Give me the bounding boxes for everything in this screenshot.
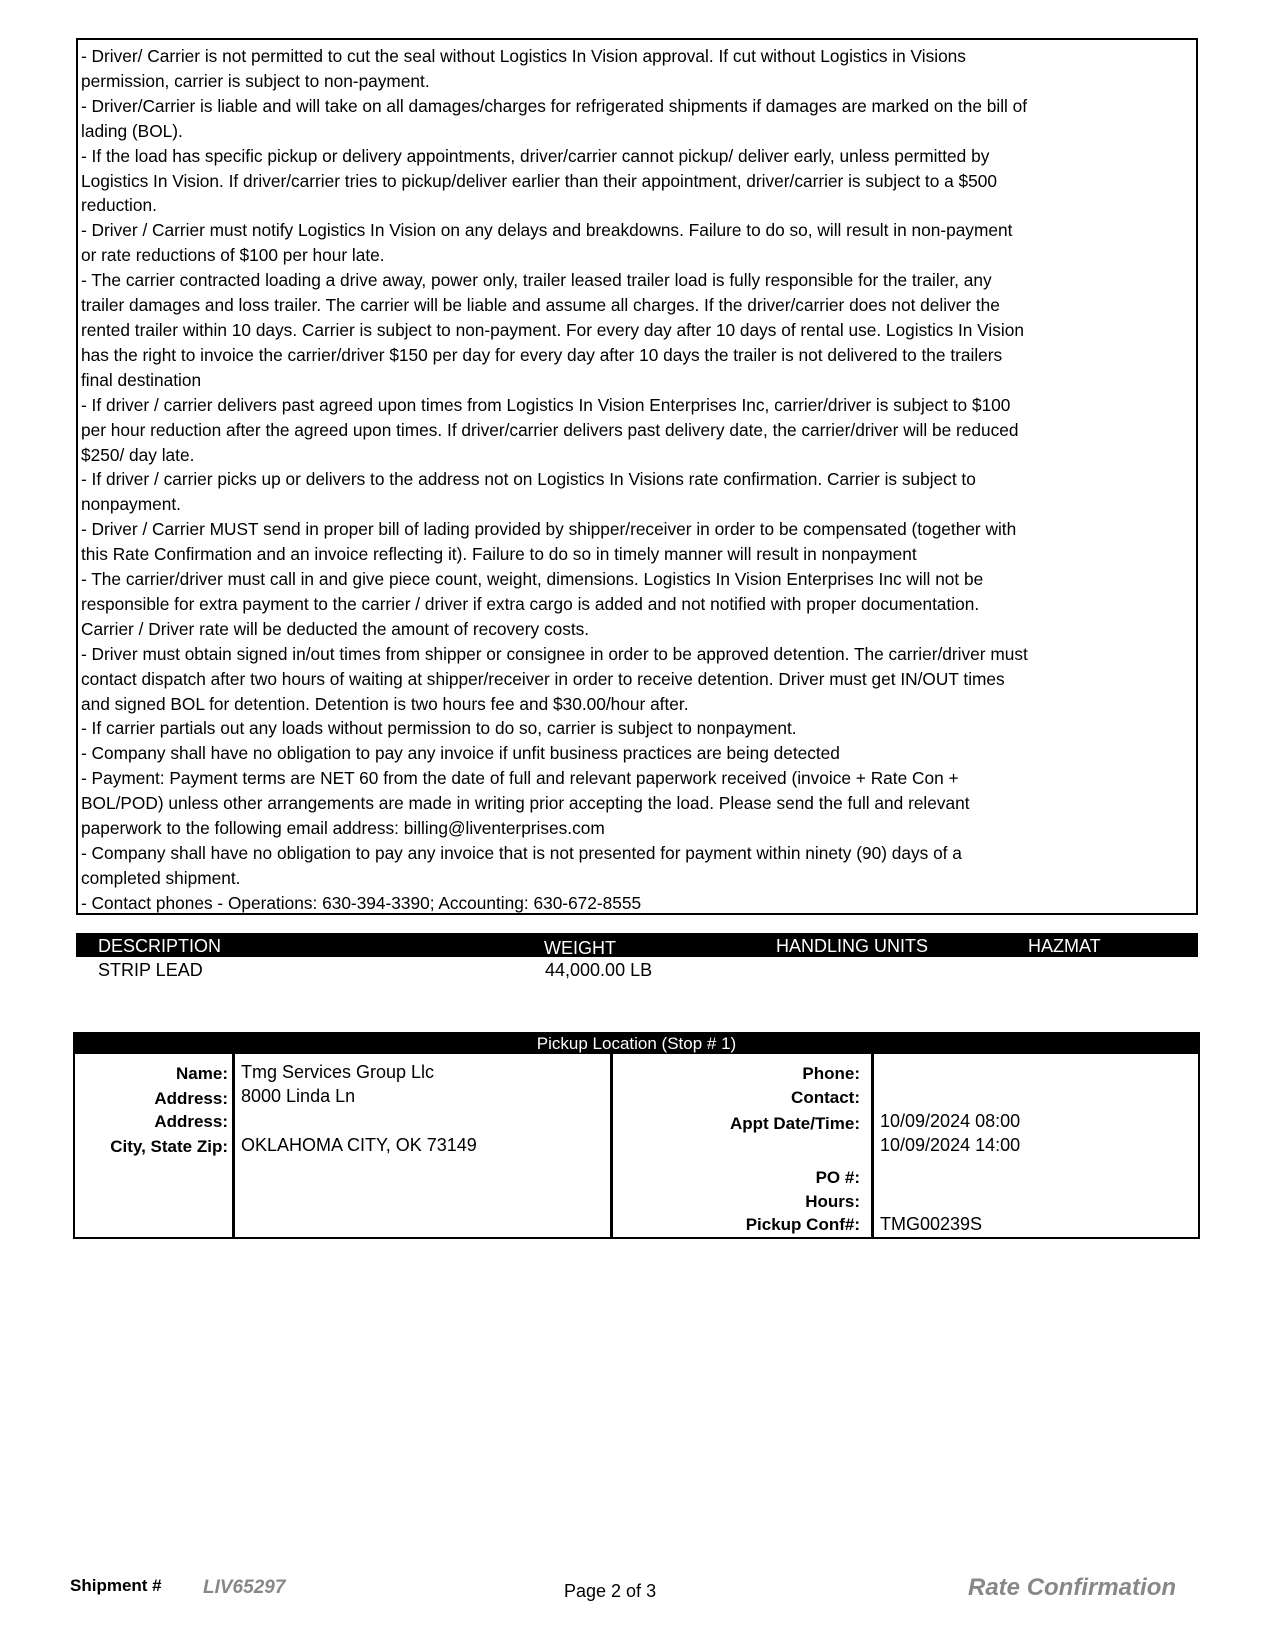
shipment-id: LIV65297 [203, 1577, 286, 1598]
commodity-description: STRIP LEAD [98, 960, 203, 980]
handling-units-header: HANDLING UNITS [776, 936, 929, 956]
terms-line: has the right to invoice the carrier/driver $150 per day for every day after 10 days the trailer is not delivered to the trailers [81, 344, 1003, 365]
hazmat-header: HAZMAT [1028, 936, 1101, 956]
weight-header: WEIGHT [544, 938, 616, 958]
po-label: PO #: [815, 1168, 860, 1187]
appt-start: 10/09/2024 08:00 [880, 1111, 1021, 1131]
terms-line: $250/ day late. [81, 444, 195, 465]
document-title: Rate Confirmation [968, 1574, 1177, 1601]
commodity-weight: 44,000.00 LB [545, 960, 653, 980]
appt-end: 10/09/2024 14:00 [880, 1135, 1021, 1155]
pickup-name: Tmg Services Group Llc [241, 1062, 435, 1082]
shipment-label: Shipment # [70, 1576, 162, 1595]
terms-line: rented trailer within 10 days. Carrier is subject to non-payment. For every day after 10 days of rental use. Logistics In Vision [81, 319, 1024, 340]
terms-line: permission, carrier is subject to non-payment. [81, 70, 430, 91]
terms-line: reduction. [81, 195, 157, 216]
terms-line: or rate reductions of $100 per hour late. [81, 245, 385, 266]
terms-line: this Rate Confirmation and an invoice reflecting it). Failure to do so in timely manner will result in nonpayment [81, 544, 917, 565]
pickup-location-table [73, 1032, 1200, 1239]
terms-line: - If carrier partials out any loads without permission to do so, carrier is subject to nonpayment. [81, 718, 797, 739]
terms-line: completed shipment. [81, 867, 241, 888]
terms-line: - Driver must obtain signed in/out times from shipper or consignee in order to be approved detention. The carrier/driver must [81, 643, 1028, 664]
terms-line: BOL/POD) unless other arrangements are made in writing prior accepting the load. Please send the full and relevant [81, 793, 970, 814]
divider [871, 1054, 874, 1237]
terms-line: - The carrier contracted loading a drive away, power only, trailer leased trailer load is fully responsible for the trailer, any [81, 270, 992, 291]
terms-line: - If driver / carrier picks up or delivers to the address not on Logistics In Visions rate confirmation. Carrier is subject to [81, 469, 976, 490]
divider [232, 1054, 235, 1237]
pickup-city-state-zip: OKLAHOMA CITY, OK 73149 [241, 1135, 477, 1155]
terms-line: - Driver / Carrier must notify Logistics In Vision on any delays and breakdowns. Failure to do so, will result in non-payment [81, 220, 1013, 241]
terms-line: paperwork to the following email address: billing@liventerprises.com [81, 818, 605, 839]
hours-label: Hours: [805, 1192, 860, 1211]
terms-line: - Driver / Carrier MUST send in proper bill of lading provided by shipper/receiver in order to be compensated (together with [81, 519, 1017, 540]
terms-line: final destination [81, 369, 202, 390]
appt-date-time-label: Appt Date/Time: [729, 1114, 860, 1133]
pickup-conf-number: TMG00239S [880, 1214, 983, 1234]
address-label: Address: [154, 1089, 228, 1108]
terms-and-conditions [76, 38, 1198, 915]
terms-line: trailer damages and loss trailer. The carrier will be liable and assume all charges. If the driver/carrier does not deliver the [81, 295, 1000, 316]
name-label: Name: [176, 1064, 228, 1083]
divider [610, 1054, 613, 1237]
terms-line: and signed BOL for detention. Detention is two hours fee and $30.00/hour after. [81, 693, 689, 714]
contact-label: Contact: [791, 1088, 860, 1107]
terms-line: - Contact phones - Operations: 630-394-3390; Accounting: 630-672-8555 [81, 892, 642, 913]
pickup-conf-label: Pickup Conf#: [745, 1215, 860, 1234]
terms-line: - Driver/ Carrier is not permitted to cut the seal without Logistics In Vision approval. If cut without Logistics in Visions [81, 46, 966, 66]
address-2-label: Address: [154, 1112, 228, 1131]
terms-line: responsible for extra payment to the carrier / driver if extra cargo is added and not notified with proper documentation. [81, 593, 980, 614]
terms-line: - Payment: Payment terms are NET 60 from the date of full and relevant paperwork received (invoice + Rate Con + [81, 768, 959, 789]
terms-line: per hour reduction after the agreed upon times. If driver/carrier delivers past delivery date, the carrier/driver will be reduced [81, 419, 1019, 440]
terms-line: - Driver/Carrier is liable and will take on all damages/charges for refrigerated shipments if damages are marked on the bill of [81, 95, 1028, 116]
terms-line: nonpayment. [81, 494, 181, 515]
city-state-zip-label: City, State Zip: [110, 1137, 228, 1156]
terms-line: Carrier / Driver rate will be deducted the amount of recovery costs. [81, 618, 590, 639]
terms-line: lading (BOL). [81, 120, 183, 141]
page-number: Page 2 of 3 [564, 1581, 657, 1601]
terms-line: contact dispatch after two hours of waiting at shipper/receiver in order to receive detention. Driver must get IN/OUT times [81, 668, 1005, 689]
pickup-location-title: Pickup Location (Stop # 1) [75, 1034, 1198, 1054]
terms-line: - Company shall have no obligation to pay any invoice if unfit business practices are being detected [81, 743, 840, 764]
commodity-header [76, 933, 1198, 957]
pickup-address: 8000 Linda Ln [241, 1086, 356, 1106]
description-header: DESCRIPTION [98, 936, 222, 956]
terms-line: - The carrier/driver must call in and give piece count, weight, dimensions. Logistics In Vision Enterprises Inc will not be [81, 569, 984, 590]
terms-line: - Company shall have no obligation to pay any invoice that is not presented for payment within ninety (90) days of a [81, 843, 962, 863]
terms-line: - If driver / carrier delivers past agreed upon times from Logistics In Vision Enterprises Inc, carrier/driver is subject to $100 [81, 394, 1011, 415]
phone-label: Phone: [802, 1064, 860, 1083]
terms-line: - If the load has specific pickup or delivery appointments, driver/carrier cannot pickup/ deliver early, unless permitted by [81, 145, 990, 166]
terms-line: Logistics In Vision. If driver/carrier tries to pickup/deliver earlier than their appointment, driver/carrier is subject to a $500 [81, 170, 997, 191]
